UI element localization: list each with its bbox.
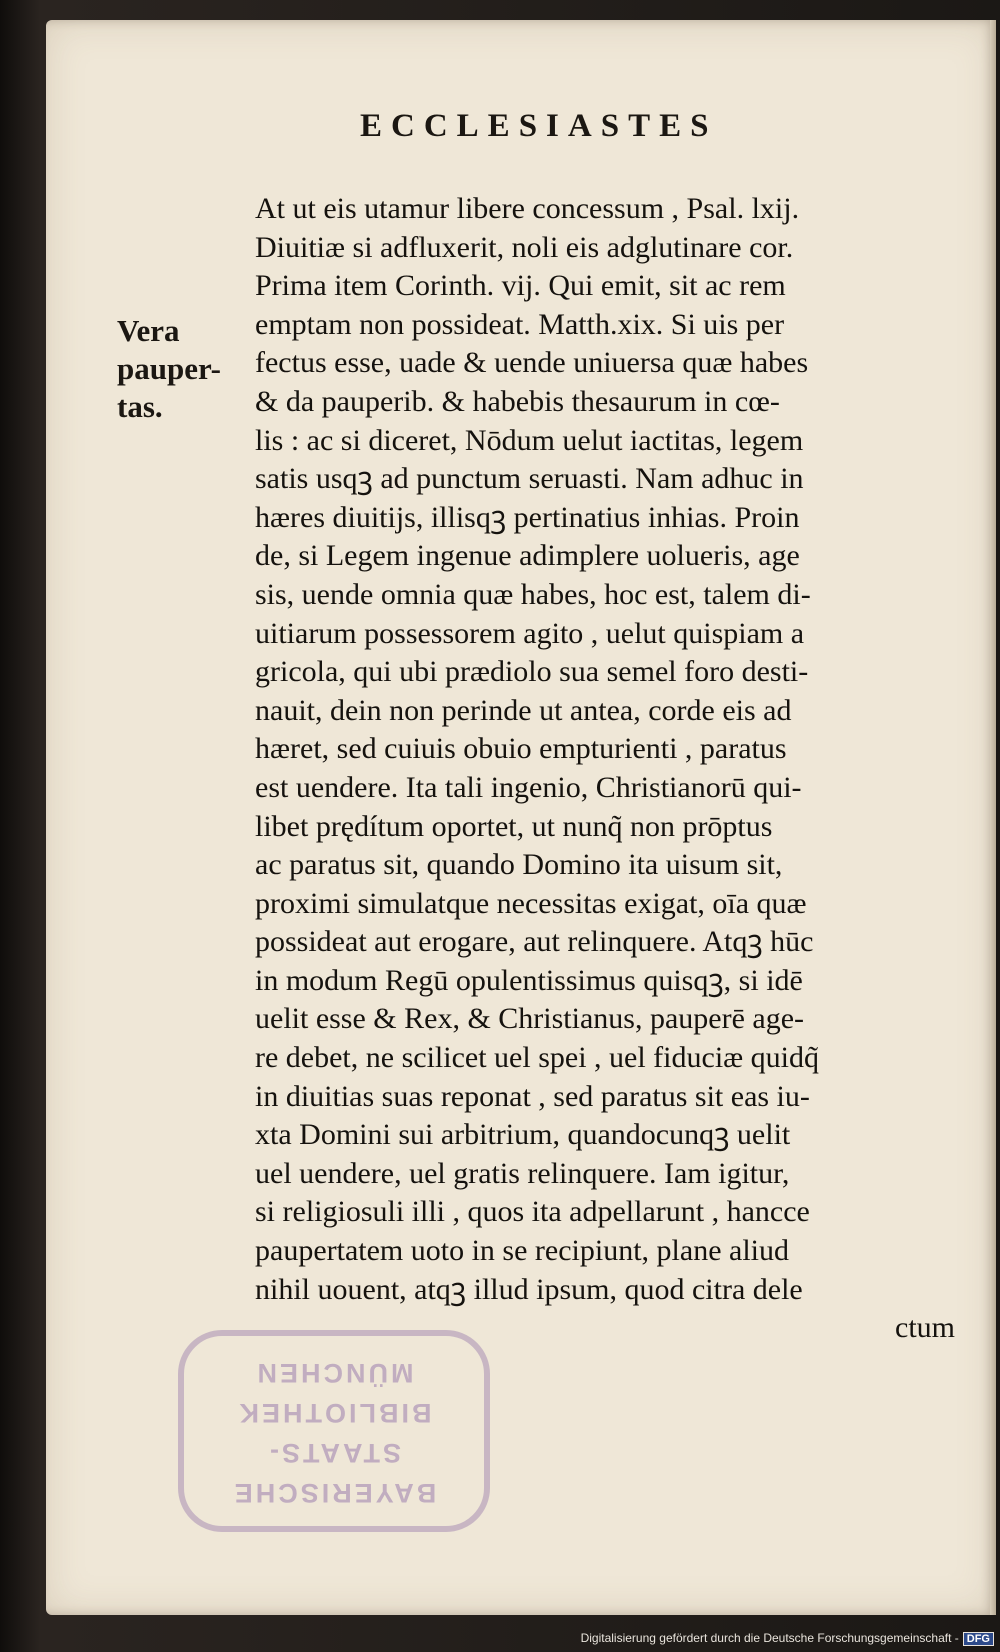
text-line: de, si Legem ingenue adimplere uolueris, age — [255, 539, 800, 573]
text-line: possideat aut erogare, aut relinquere. Atqꝫ hūc — [255, 925, 814, 959]
text-line: in modum Regū opulentissimus quisqꝫ, si idē — [255, 963, 803, 997]
library-stamp — [178, 1330, 490, 1532]
text-line: ac paratus sit, quando Domino ita uisum sit, — [255, 848, 783, 882]
credit-text: Digitalisierung gefördert durch die Deutsche Forschungsgemeinschaft - — [580, 1631, 959, 1645]
text-line: sis, uende omnia quæ habes, hoc est, talem di- — [255, 577, 811, 611]
stamp-line: BAYERISCHE — [231, 1478, 437, 1508]
text-line: hæres diuitijs, illisqꝫ pertinatius inhias. Proin — [255, 500, 800, 534]
stamp-line: BIBLIOTHEK — [236, 1398, 432, 1428]
text-line: uitiarum possessorem agito , uelut quispiam a — [255, 616, 805, 650]
marginal-note-line: pauper- — [117, 351, 221, 386]
text-line: Prima item Corinth. vij. Qui emit, sit ac rem — [255, 269, 786, 303]
text-line: paupertatem uoto in se recipiunt, plane aliud — [255, 1234, 789, 1268]
catchword: ctum — [895, 1311, 955, 1345]
text-line: re debet, ne scilicet uel spei , uel fiduciæ quidq̃ — [255, 1041, 819, 1075]
text-line: proximi simulatque necessitas exigat, oīa quæ — [255, 886, 807, 920]
text-line: est uendere. Ita tali ingenio, Christianorū qui- — [255, 770, 802, 804]
marginal-note-line: Vera — [117, 313, 180, 348]
stamp-line: MÜNCHEN — [254, 1358, 414, 1388]
text-line: si religiosuli illi , quos ita adpellarunt , hancce — [255, 1195, 810, 1229]
text-line: xta Domini sui arbitrium, quandocunqꝫ uelit — [255, 1118, 791, 1152]
text-line: & da pauperib. & habebis thesaurum in cœ- — [255, 384, 780, 418]
text-line: hæret, sed cuiuis obuio empturienti , paratus — [255, 732, 787, 766]
text-line: in diuitias suas reponat , sed paratus sit eas iu- — [255, 1079, 810, 1113]
text-line: uel uendere, uel gratis relinquere. Iam igitur, — [255, 1156, 790, 1190]
dfg-logo: DFG — [963, 1632, 994, 1646]
text-line: libet prędítum oportet, ut nunq̃ non prōptus — [255, 809, 773, 843]
text-line: nauit, dein non perinde ut antea, corde eis ad — [255, 693, 792, 727]
text-line: lis : ac si diceret, Nōdum uelut iactitas, legem — [255, 423, 804, 457]
digitization-credit — [581, 1631, 994, 1646]
text-line: Diuitiæ si adfluxerit, noli eis adglutinare cor. — [255, 230, 794, 264]
text-line: uelit esse & Rex, & Christianus, pauperē age- — [255, 1002, 805, 1036]
running-head: ECCLESIASTES — [360, 108, 718, 144]
marginal-note — [117, 312, 221, 426]
body-text — [255, 190, 955, 1348]
marginal-note-line: tas. — [117, 389, 163, 424]
text-line: fectus esse, uade & uende uniuersa quæ habes — [255, 346, 809, 380]
text-line: satis usqꝫ ad punctum seruasti. Nam adhuc in — [255, 462, 804, 496]
text-line: emptam non possideat. Matth.xix. Si uis per — [255, 307, 785, 341]
text-line: At ut eis utamur libere concessum , Psal. lxij. — [255, 192, 800, 225]
page-edge — [990, 20, 996, 1615]
stamp-line: STAATS- — [267, 1438, 401, 1468]
text-line: nihil uouent, atqꝫ illud ipsum, quod citra dele — [255, 1272, 803, 1306]
text-line: gricola, qui ubi prædiolo sua semel foro desti- — [255, 655, 809, 689]
